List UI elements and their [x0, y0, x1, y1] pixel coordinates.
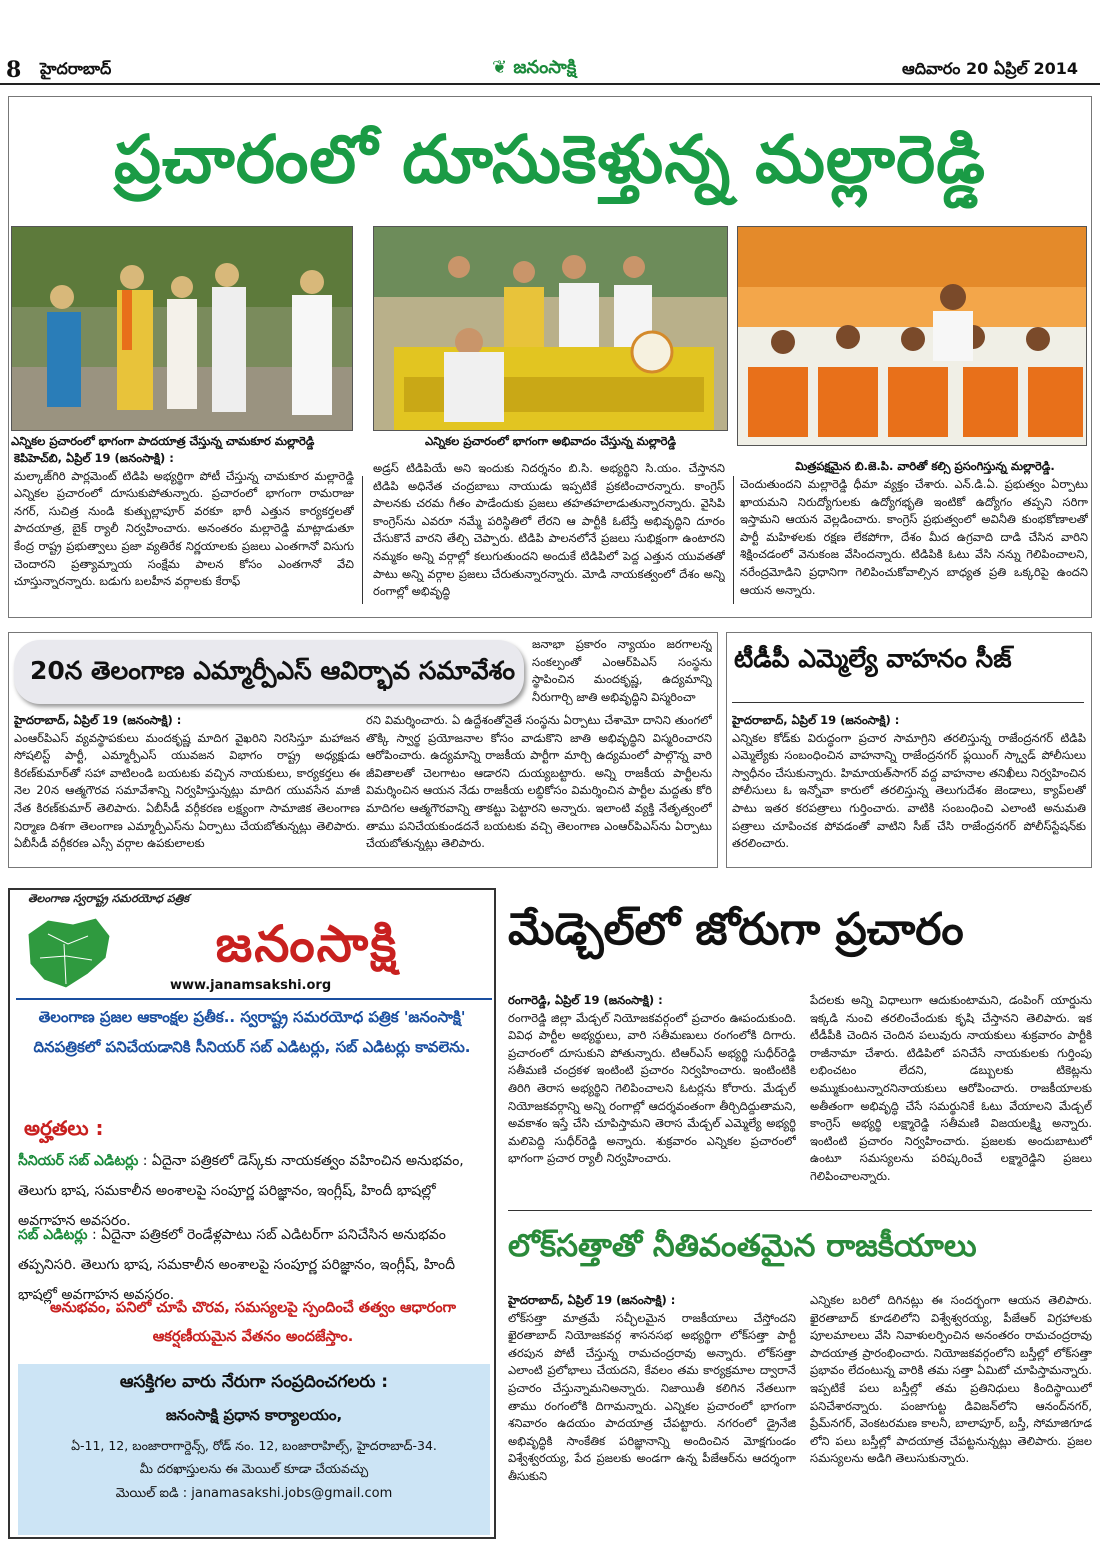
masthead-logo-text: జనంసాక్షి	[513, 57, 577, 78]
ad-senior-key: సీనియర్ సబ్ ఎడిటర్లు	[18, 1153, 139, 1169]
medchal-col-1-text: రంగారెడ్డి జిల్లా మేడ్చల్ నియోజకవర్గంలో ప్రచారం ఊపందుకుంది. వివిధ పార్టీల అభ్యర్థులు, వారి సతీమణులు రంగంలోకి దిగారు. ప్రచారంలో దూసుకుని పోతున్నారు. టిఆర్‌ఎస్ అభ్యర్థి సుధీర్‌రెడ్డి సతీమణి చంద్రకళ ఇంటింటి ప్రచారం నిర్వహించారు. ఇంటింటికి తిరిగి తెరాస అభ్యర్థిని గెలిపించాలని ఓటర్లను కోరారు. మేడ్చల్ నియోజకవర్గాన్ని అన్ని రంగాల్లో ఆదర్శవంతంగా తీర్చిదిద్దుతామని, అవకాశం ఇస్తే చేసి చూపిస్తామని తెరాస మేడ్చల్ ఎమ్మెల్యే అభ్యర్థి మలిపెద్ది సుధీర్‌రెడ్డి అన్నారు. శుక్రవారం ఎన్నికల ప్రచారంలో భాగంగా ప్రచార ర్యాలీ నిర్వహించారు.	[508, 1010, 796, 1166]
mrps-col-1	[14, 712, 360, 862]
ad-intro: తెలంగాణ ప్రజల ఆకాంక్షల ప్రతీక.. స్వరాష్ట్ర సమరయోధ పత్రిక 'జనంసాక్షి' దినపత్రికలో పనిచేయడానికి సీనియర్ సబ్ ఎడిటర్లు, సబ్ ఎడిటర్లు కావలెను.	[33, 1008, 471, 1056]
issue-date: ఆదివారం 20 ఏప్రిల్ 2014	[901, 59, 1078, 78]
page-number: 8	[6, 57, 22, 83]
mrps-col-2: రని విమర్శించారు. ఏ ఉద్దేశంతోనైతే సంస్థను ఏర్పాటు చేశామో దానిని తుంగలో తొక్కి స్వార్థ ప్రయోజనాల కోసం వాడుకొని జాతి అభివృద్ధిని విస్మరించారని ఆరోపించారు. ఉద్యమాన్ని రాజకీయ పార్టీగా మార్చి ఉద్యమంలో పాల్గొన్న వారి జీవితాలతో చెలగాటం ఆడారని దుయ్యబట్టారు. అన్ని రాజకీయ పార్టీలను విమర్శించిన ఆయన నేడు రాజకీయ లబ్ధికోసం విమర్శించిన పార్టీల మద్దతు కోరి మాదిగల ఆత్మగౌరవాన్ని తాకట్టు పెట్టారని అన్నారు. ఇలాంటి వ్యక్తి నేతృత్వంలో తాము పనిచేయకుండదనే బయటకు వచ్చి తెలంగాణ ఎంఆర్‌పిఎస్‌ను ఏర్పాటు చేయబోతున్నట్లు తెలిపారు.	[366, 713, 712, 851]
vehicle-image	[374, 227, 728, 431]
main-col-1-text: మల్కాజ్‌గిరి పార్లమెంట్ టిడిపి అభ్యర్థిగా పోటీ చేస్తున్న చామకూర మల్లారెడ్డి ఎన్నికల ప్రచారంలో దూసుకుపోతున్నారు. ప్రచారంలో భాగంగా రామరాజు నగర్, సుచిత్ర నుండి కుత్బుల్లాపూర్ వరకూ భారీ ఎత్తున కార్యకర్తలతో పాదయాత్ర, బైక్ ర్యాలీ నిర్వహించారు. అనంతరం మల్లారెడ్డి మాట్లాడుతూ కేంద్ర రాష్ట్ర ప్రభుత్వాలు ప్రజా వ్యతిరేక నిర్ణయాలకు ప్రజలు ఎంతగానో విసుగు చెందారని ప్రత్యామ్నాయ సంక్షేమ పాలన కోసం ఎంతగానో వేచి చూస్తున్నారన్నారు. బడుగు బలహీన వర్గాలకు కేరాఫ్	[14, 468, 354, 589]
col-rule	[733, 476, 734, 604]
recruitment-ad	[8, 888, 496, 1539]
leaf-icon: ❦	[492, 57, 508, 78]
ad-sub-key: సబ్ ఎడిటర్లు	[18, 1227, 88, 1243]
ad-url[interactable]: www.janamsakshi.org	[170, 978, 332, 993]
seize-col	[732, 712, 1086, 862]
loksatta-col-1-text: లోక్‌సత్తా మాత్రమే సచ్ఛీలమైన రాజకీయాలు చేస్తోందని ఖైరతాబాద్ నియోజకవర్గ శాసనసభ అభ్యర్థిగా లోక్‌సత్తా పార్టీ తరపున పోటీ చేస్తున్న రామచంద్రరావు అన్నారు. లోక్‌సత్తా ఎలాంటి ప్రలోభాలు చేయదని, కేవలం తమ కార్యక్రమాల ద్వారానే ప్రచారం చేస్తున్నామనిఅన్నారు. నిజాయితీ కలిగిన నేతలుగా తాము రంగంలోకి దిగామన్నారు. ఎన్నికల ప్రచారంలో భాగంగా శనివారం ఉదయం పాదయాత్ర చేపట్టారు. నగరంలో డ్రైనేజి అభివృద్ధికి సాంకేతిక పరిజ్ఞానాన్ని అందించిన మోక్షగుండం విశ్వేశ్వరయ్య, పేద ప్రజలకు అండగా ఉన్న పీజేఆర్‌ను ఆదర్శంగా తీసుకుని	[508, 1310, 796, 1483]
main-dateline: కెపిహెచ్‌బి, ఏప్రిల్ 19 (జనంసాక్షి) :	[14, 451, 174, 465]
ad-senior-text: : ఏదైనా పత్రికలో డెస్క్‌కు నాయకత్వం వహించిన అనుభవం, తెలుగు భాష, సమకాలీన అంశాలపై సంపూర్ణ పరిజ్ఞానం, ఇంగ్లీష్, హిందీ భాషల్లో అవగాహన అవసరం.	[18, 1153, 464, 1229]
ad-note: మీ దరఖాస్తులను ఈ మెయిల్ కూడా చేయవచ్చు	[139, 1461, 369, 1476]
ad-email[interactable]: మెయిల్ ఐడి : janamasakshi.jobs@gmail.com	[115, 1486, 393, 1501]
photo-stage	[737, 226, 1087, 446]
mrps-headline: 20న తెలంగాణ ఎమ్మార్పీఎస్ ఆవిర్భావ సమావేశం	[30, 656, 516, 685]
main-col-3: చెందుతుందని మల్లారెడ్డి ధీమా వ్యక్తం చేశారు. ఎన్.డి.ఏ. ప్రభుత్వం ఏర్పాటు ఖాయమని నిరుద్యోగులకు ఉద్యోగభృతి ఇంటికో ఉద్యోగం తప్పని సరిగా ఇస్తామని ఆయన వెల్లడించారు. కాంగ్రెస్ ప్రభుత్వంలో అవినీతి కుంభకోణాలతో పార్టీ మహిళలకు రక్షణ లేకపోగా, దేశం మీద ఉగ్రవాది దాడి చేసిన వారిని శిక్షించడంలో వెనుకంజ వేసిందన్నారు. టిడిపికి ఓటు వేసి నన్ను గెలిపించాలని, నరేంద్రమోడిని ప్రధానిగా గెలిపించుకోవాల్సిన బాధ్యత ప్రతి ఒక్కరిపై ఉందని ఆయన అన్నారు.	[740, 477, 1088, 597]
mrps-top-right: జనాభా ప్రకారం న్యాయం జరగాలన్న సంకల్పంతో ఎంఆర్‌పిఎస్ సంస్థను స్థాపించిన మందకృష్ణ, ఉద్యమాన్ని నీరుగార్చి జాతి అభివృద్ధిని విస్మరించా	[532, 637, 712, 704]
main-col-1	[14, 450, 354, 610]
photo-padayatra	[11, 226, 353, 431]
ad-address: ఏ-11, 12, బంజారాగార్డెన్స్, రోడ్ నం. 12, బంజారాహిల్స్, హైదరాబాద్-34.	[71, 1438, 437, 1453]
medchal-col-1	[508, 992, 796, 1200]
ad-logo: జనంసాక్షి	[215, 915, 399, 973]
mrps-dateline: హైదరాబాద్, ఏప్రిల్ 19 (జనంసాక్షి) :	[14, 713, 182, 727]
medchal-dateline: రంగారెడ్డి, ఏప్రిల్ 19 (జనంసాక్షి) :	[508, 993, 663, 1007]
seize-rule	[732, 702, 1084, 703]
seize-dateline: హైదరాబాద్, ఏప్రిల్ 19 (జనంసాక్షి) :	[732, 713, 900, 727]
caption-2: ఎన్నికల ప్రచారంలో భాగంగా అభివాదం చేస్తున్న మల్లారెడ్డి	[424, 434, 677, 448]
loksatta-col-2: ఎన్నికల బరిలో దిగినట్లు ఈ సందర్భంగా ఆయన తెలిపారు. ఖైరతాబాద్ కూడలిలోని విశ్వేశ్వరయ్య, పీజేఆర్ విగ్రహాలకు పూలమాలలు వేసి నివాళులర్పించిన అనంతరం రామచంద్రరావు పాదయాత్ర ప్రారంభించారు. నియోజకవర్గంలోని బస్తీల్లో లోక్‌సత్తా ప్రభావం లేదంటున్న వారికి తమ సత్తా ఏమిటో చూపిస్తామన్నారు. ఇప్పటికే పలు బస్తీల్లో తమ ప్రతినిధులు కిందిస్థాయిలో పనిచేశారన్నారు. పంజాగుట్ట డివిజన్‌లోని ఆనంద్‌నగర్, ప్రేమ్‌నగర్, వెంకటరమణ కాలనీ, బాలాపూర్, బస్తీ, సోమాజిగూడ లోని పలు బస్తీల్లో పాదయాత్ర చేపట్టనున్నట్లు తెలిపారు. ప్రజల సమస్యలను అడిగి తెలుసుకున్నారు.	[810, 1293, 1092, 1466]
ad-contact-panel	[18, 1364, 490, 1535]
ad-offer: అనుభవం, పనిలో చూపే చొరవ, సమస్యలపై స్పందించే తత్వం ఆధారంగా ఆకర్షణీయమైన వేతనం అందజేస్తాం.	[50, 1300, 456, 1345]
ad-tagline: తెలంగాణ స్వరాష్ట్ర సమరయోధ పత్రిక	[28, 892, 190, 905]
col-rule	[362, 476, 363, 604]
section-city: హైదరాబాద్	[40, 59, 112, 78]
medchal-headline: మేడ్చెల్‌లో జోరుగా ప్రచారం	[508, 904, 964, 955]
page-header	[0, 55, 1100, 85]
medchal-col-2: పేదలకు అన్ని విధాలుగా ఆదుకుంటామని, డంపింగ్ యార్డును ఇక్కడి నుంచి తరలించేందుకు కృషి చేస్తానని తెలిపారు. ఇక టీడీపీకి చెందిన చెందిన పలువురు నాయకులు శుక్రవారం పార్టీకి రాజీనామా చేశారు. టిడిపిలో పనిచేసే నాయకులకు గుర్తింపు లభించటం లేదని, డబ్బులకు టికెట్లను అమ్ముకుంటున్నారనినాయకులు ఆరోపించారు. రాజకీయాలకు అతీతంగా అభివృద్ధి చేసే సమర్థునికే ఓటు వేయాలని మేడ్చల్ కాంగ్రెస్ అభ్యర్థి లక్ష్మారెడ్డి సతీమణి విజయలక్ష్మి అన్నారు. ఇంటింటి ప్రచారం నిర్వహించారు. ప్రజలకు అందుబాటులో ఉంటూ సమస్యలను పరిష్కరించే లక్ష్మారెడ్డిని ప్రజలు గెలిపించాలన్నారు.	[810, 993, 1092, 1183]
seize-headline: టీడీపీ ఎమ్మెల్యే వాహనం సీజ్	[734, 644, 1012, 673]
masthead-logo	[492, 57, 576, 82]
caption-1: ఎన్నికల ప్రచారంలో భాగంగా పాదయాత్ర చేస్తున్న చామకూర మల్లారెడ్డి	[11, 434, 315, 448]
stage-image	[738, 227, 1087, 446]
ad-contact-heading: ఆసక్తిగల వారు నేరుగా సంప్రదించగలరు :	[119, 1372, 389, 1392]
mrps-col-1-text: ఎంఆర్‌పిఎస్ వ్యవస్థాపకులు మందకృష్ణ మాదిగ వైఖరిని నిరసిస్తూ మహాజన సోషలిస్ట్ పార్టీ, ఎమ్మార్పీఎస్ యువజన విభాగం రాష్ట్ర అధ్యక్షుడు కిరణ్‌కుమార్‌తో సహా వాటిలండి బయటకు వచ్చిన నాయకులు, కార్యకర్తలు ఈ నెల 20న ఆత్మగౌరవ సమావేశాన్ని నిర్వహిస్తున్నట్లు మాదిగ యువసేన మాజీ నేత కిరణ్‌కుమార్ తెలిపారు. ఏబీసీడీ వర్గీకరణ లక్ష్యంగా సామాజిక తెలంగాణ నిర్మాణ దిశగా తెలంగాణ ఎమ్మార్పీఎస్‌ను ఏర్పాటు చేయబోతున్నట్లు తెలిపారు. ఏబీసీడీ వర్గీకరణ ఎస్సీ వర్గాల ఉపకులాలకు	[14, 730, 360, 851]
ad-office: జనంసాక్షి ప్రధాన కార్యాలయం,	[165, 1406, 343, 1424]
telangana-map-icon	[18, 914, 118, 992]
seize-body: ఎన్నికల కోడ్‌కు విరుద్ధంగా ప్రచార సామాగ్రిని తరలిస్తున్న రాజేంద్రనగర్ టిడిపి ఎమ్మెల్యేకు సంబంధించిన వాహనాన్ని రాజేంద్రనగర్ ఫ్లయింగ్ స్క్వాడ్ పోలీసులు స్వాధీనం చేసుకున్నారు. హిమాయత్‌సాగర్ వద్ద వాహనాల తనిఖీలు నిర్వహించిన పోలీసులు ఓ ఇన్నోవా కారులో తరలిస్తున్న తెలుగుదేశం జెండాలు, క్యాప్‌లతో పాటు ఇతర కరపత్రాలు గుర్తించారు. వాటికి సంబంధించి ఎలాంటి అనుమతి పత్రాలు చూపించక పోవడంతో వాటిని సీజ్ చేసి రాజేంద్రనగర్ పోలీస్‌స్టేషన్‌కు తరలించారు.	[732, 730, 1086, 851]
loksatta-headline: లోక్‌సత్తాతో నీతివంతమైన రాజకీయాలు	[508, 1228, 977, 1264]
ad-qualifications-heading: అర్హతలు :	[24, 1116, 104, 1140]
ad-sub-text: : ఏదైనా పత్రికలో రెండేళ్లపాటు సబ్ ఎడిటర్‌గా పనిచేసిన అనుభవం తప్పనిసరి. తెలుగు భాష, సమకాలీన అంశాలపై సంపూర్ణ పరిజ్ఞానం, ఇంగ్లీష్, హిందీ భాషల్లో అవగాహన అవసరం.	[18, 1227, 456, 1303]
ad-divider	[16, 998, 492, 1000]
loksatta-col-1	[508, 1292, 796, 1542]
photo-vehicle	[373, 226, 728, 431]
loksatta-dateline: హైదరాబాద్, ఏప్రిల్ 19 (జనంసాక్షి) :	[508, 1293, 676, 1307]
loksatta-top-rule	[508, 1210, 1092, 1211]
main-col-2: అడ్రస్ టిడిపియే అని ఇందుకు నిదర్శనం బి.సి. అభ్యర్థిని సి.యం. చేస్తానని టిడిపి అధినేత చంద్రబాబు నాయుడు ఇప్పటికే ప్రకటించారన్నారు. కాంగ్రెస్ పాలనకు చరమ గీతం పాడేందుకు ప్రజలు తహతహలాడుతున్నారన్నారు. వైసిపి కాంగ్రెస్‌ను ఎవరూ నమ్మే పరిస్థితిలో లేరని ఆ పార్టీకి ఓటేస్తే అభివృద్ధిని దూరం చేసుకొనే వారని తేల్చి చెప్పారు. టిడిపి పాలనలోనే ప్రజలు సుభిక్షంగా ఉంటారని నమ్మకం అన్ని వర్గాల్లో కలుగుతుందని అందుకే టిడిపిలో పెద్ద ఎత్తున యువతతో పాటు అన్ని వర్గాల ప్రజలు చేరుతున్నారన్నారు. మోడి నాయకత్వంలో దేశం అన్ని రంగాల్లో అభివృద్ధి	[373, 461, 725, 599]
main-headline: ప్రచారంలో దూసుకెళ్తున్న మల్లారెడ్డి	[113, 121, 987, 198]
padayatra-image	[12, 227, 353, 431]
caption-3: మిత్రపక్షమైన బి.జె.పి. వారితో కల్సి ప్రసంగిస్తున్న మల్లారెడ్డి.	[795, 459, 1055, 473]
